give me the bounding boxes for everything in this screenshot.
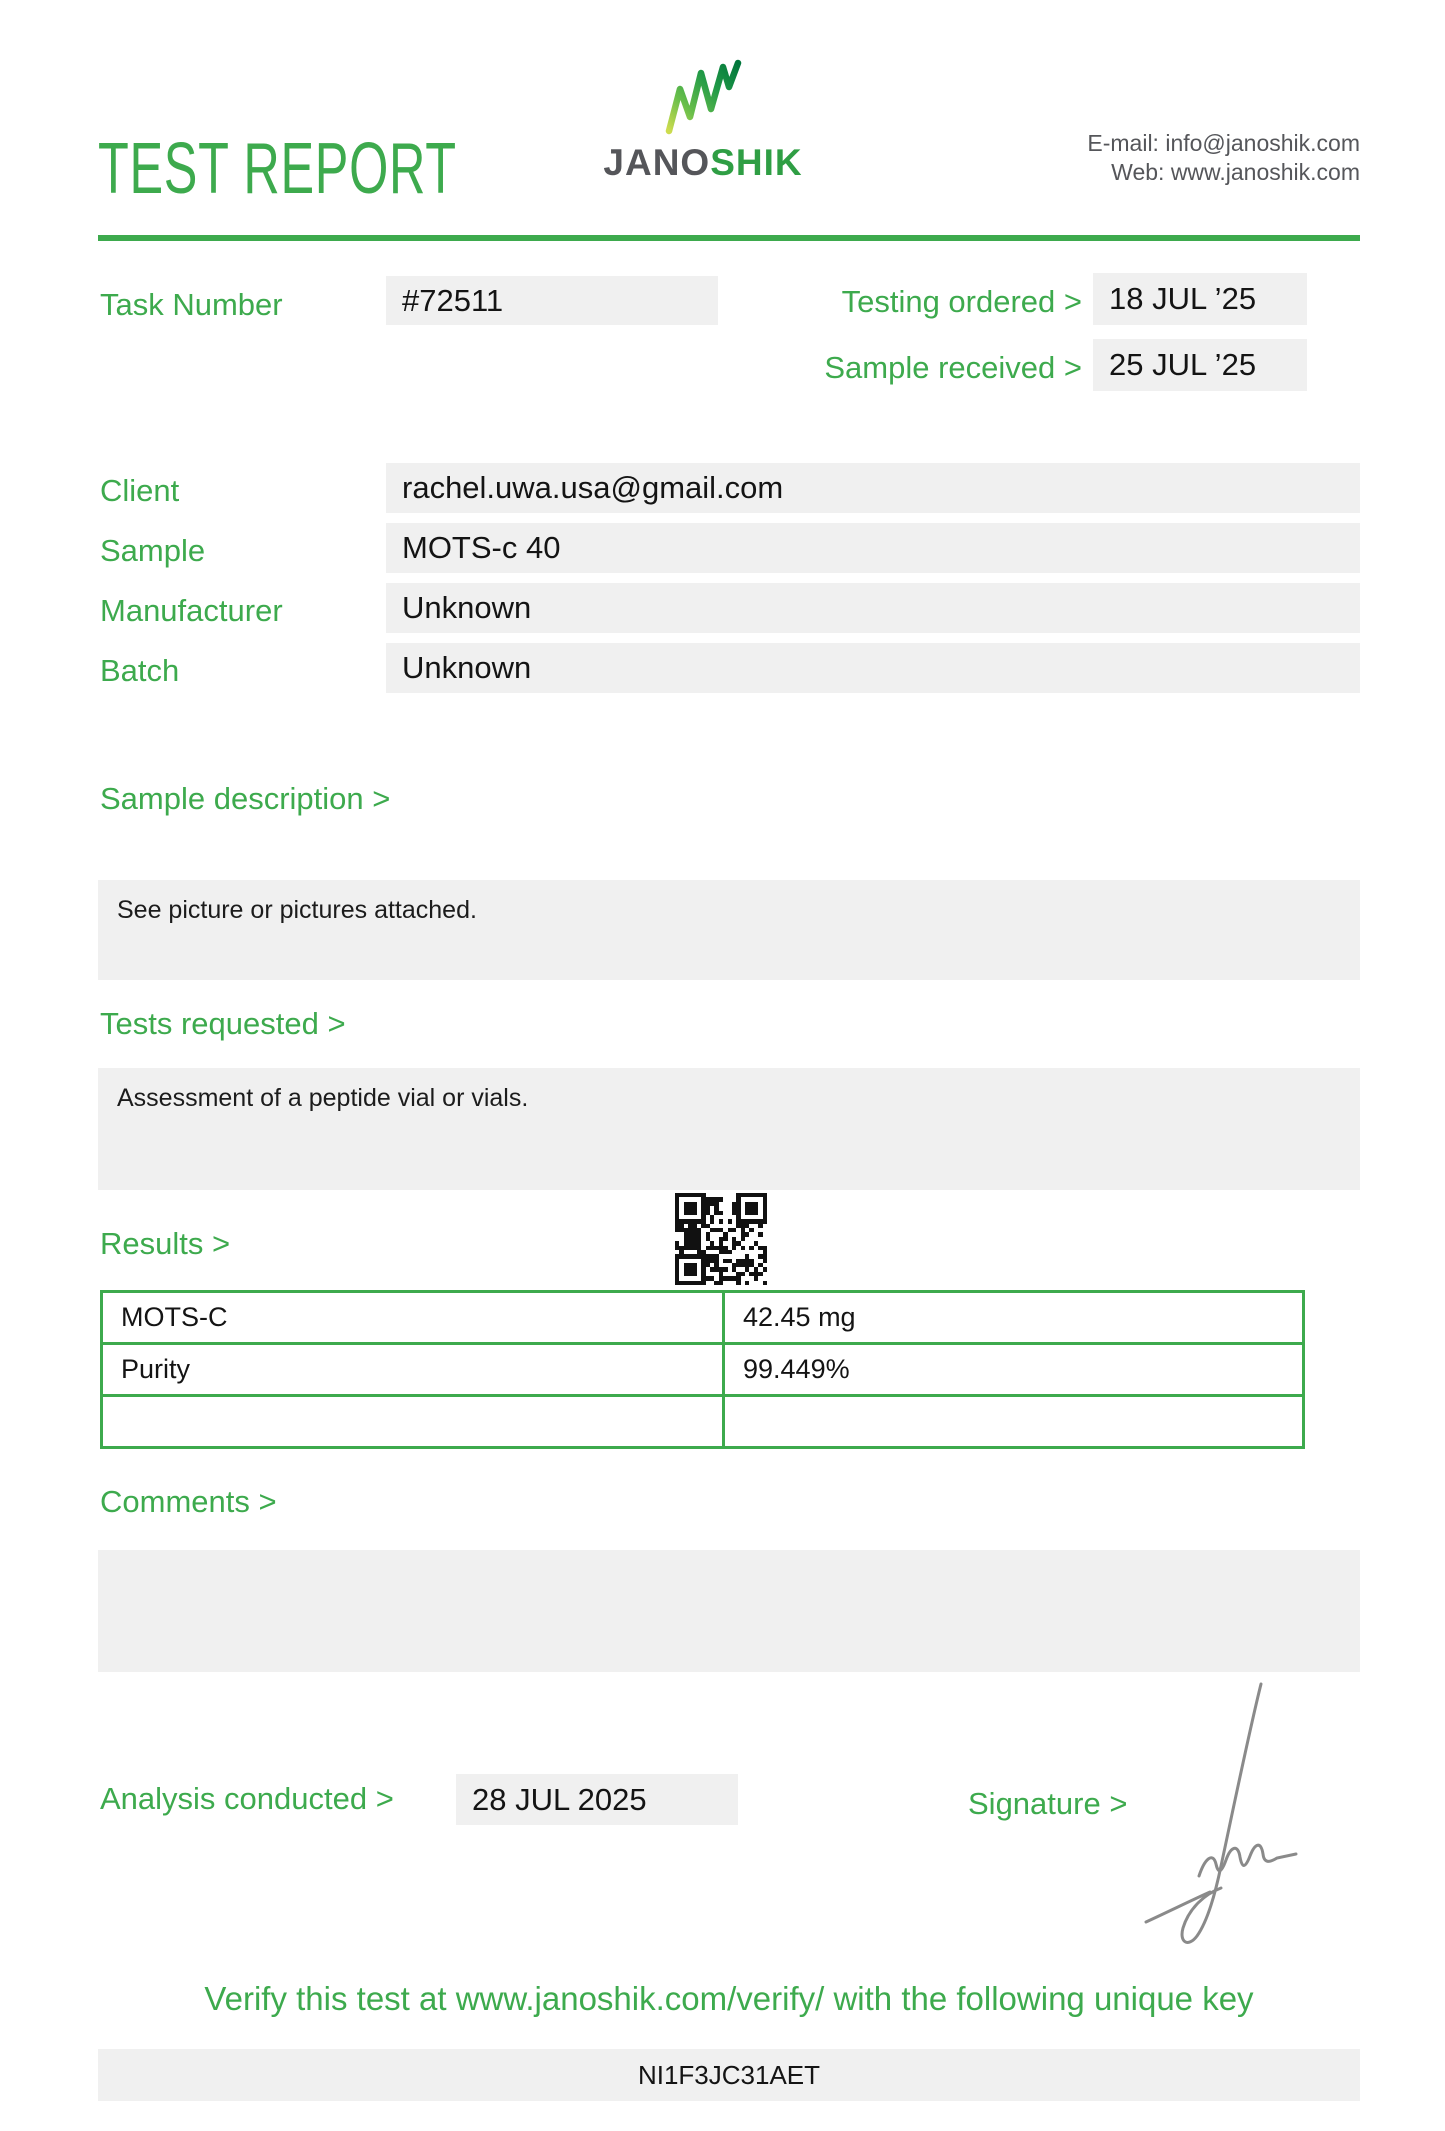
janoshik-logo xyxy=(600,58,806,184)
sample-received-value: 25 JUL ’25 xyxy=(1093,339,1307,391)
testing-ordered-label: Testing ordered > xyxy=(841,284,1082,319)
qr-code xyxy=(675,1193,767,1285)
sample-label: Sample xyxy=(100,533,206,568)
header-divider xyxy=(98,235,1360,241)
logo-jano: JANO xyxy=(603,142,711,183)
signature-label: Signature > xyxy=(968,1786,1128,1821)
result-name xyxy=(102,1396,724,1448)
table-row xyxy=(102,1292,1304,1344)
batch-value: Unknown xyxy=(386,643,1360,693)
analysis-conducted-value: 28 JUL 2025 xyxy=(456,1774,738,1825)
contact-web: Web: www.janoshik.com xyxy=(1111,159,1360,185)
result-value: 99.449% xyxy=(724,1344,1304,1396)
client-value: rachel.uwa.usa@gmail.com xyxy=(386,463,1360,513)
sample-received-label: Sample received > xyxy=(824,350,1082,385)
analysis-conducted-label: Analysis conducted > xyxy=(100,1781,394,1816)
contact-block xyxy=(1087,129,1360,187)
page-title: TEST REPORT xyxy=(98,129,457,209)
growth-chart-icon xyxy=(662,58,744,136)
signature-image xyxy=(1130,1668,1320,1968)
tests-requested-box: Assessment of a peptide vial or vials. xyxy=(98,1068,1360,1190)
result-name: MOTS-C xyxy=(102,1292,724,1344)
result-value xyxy=(724,1396,1304,1448)
testing-ordered-value: 18 JUL ’25 xyxy=(1093,273,1307,325)
sample-value: MOTS-c 40 xyxy=(386,523,1360,573)
logo-shik: SHIK xyxy=(710,142,803,183)
tests-requested-heading: Tests requested > xyxy=(100,1006,346,1041)
task-number-value: #72511 xyxy=(386,276,718,325)
comments-heading: Comments > xyxy=(100,1484,277,1519)
contact-email: E-mail: info@janoshik.com xyxy=(1087,130,1360,156)
logo-wordmark xyxy=(600,142,806,184)
verify-instruction: Verify this test at www.janoshik.com/verify/ with the following unique key xyxy=(204,1980,1254,2017)
verify-key: NI1F3JC31AET xyxy=(98,2049,1360,2101)
batch-label: Batch xyxy=(100,653,180,688)
task-number-label: Task Number xyxy=(100,287,283,322)
comments-box xyxy=(98,1550,1360,1672)
client-label: Client xyxy=(100,473,180,508)
table-row xyxy=(102,1396,1304,1448)
result-name: Purity xyxy=(102,1344,724,1396)
results-heading: Results > xyxy=(100,1226,231,1261)
manufacturer-value: Unknown xyxy=(386,583,1360,633)
results-table xyxy=(100,1290,1305,1449)
sample-description-box: See picture or pictures attached. xyxy=(98,880,1360,980)
sample-description-heading: Sample description > xyxy=(100,781,391,816)
result-value: 42.45 mg xyxy=(724,1292,1304,1344)
manufacturer-label: Manufacturer xyxy=(100,593,283,628)
table-row xyxy=(102,1344,1304,1396)
